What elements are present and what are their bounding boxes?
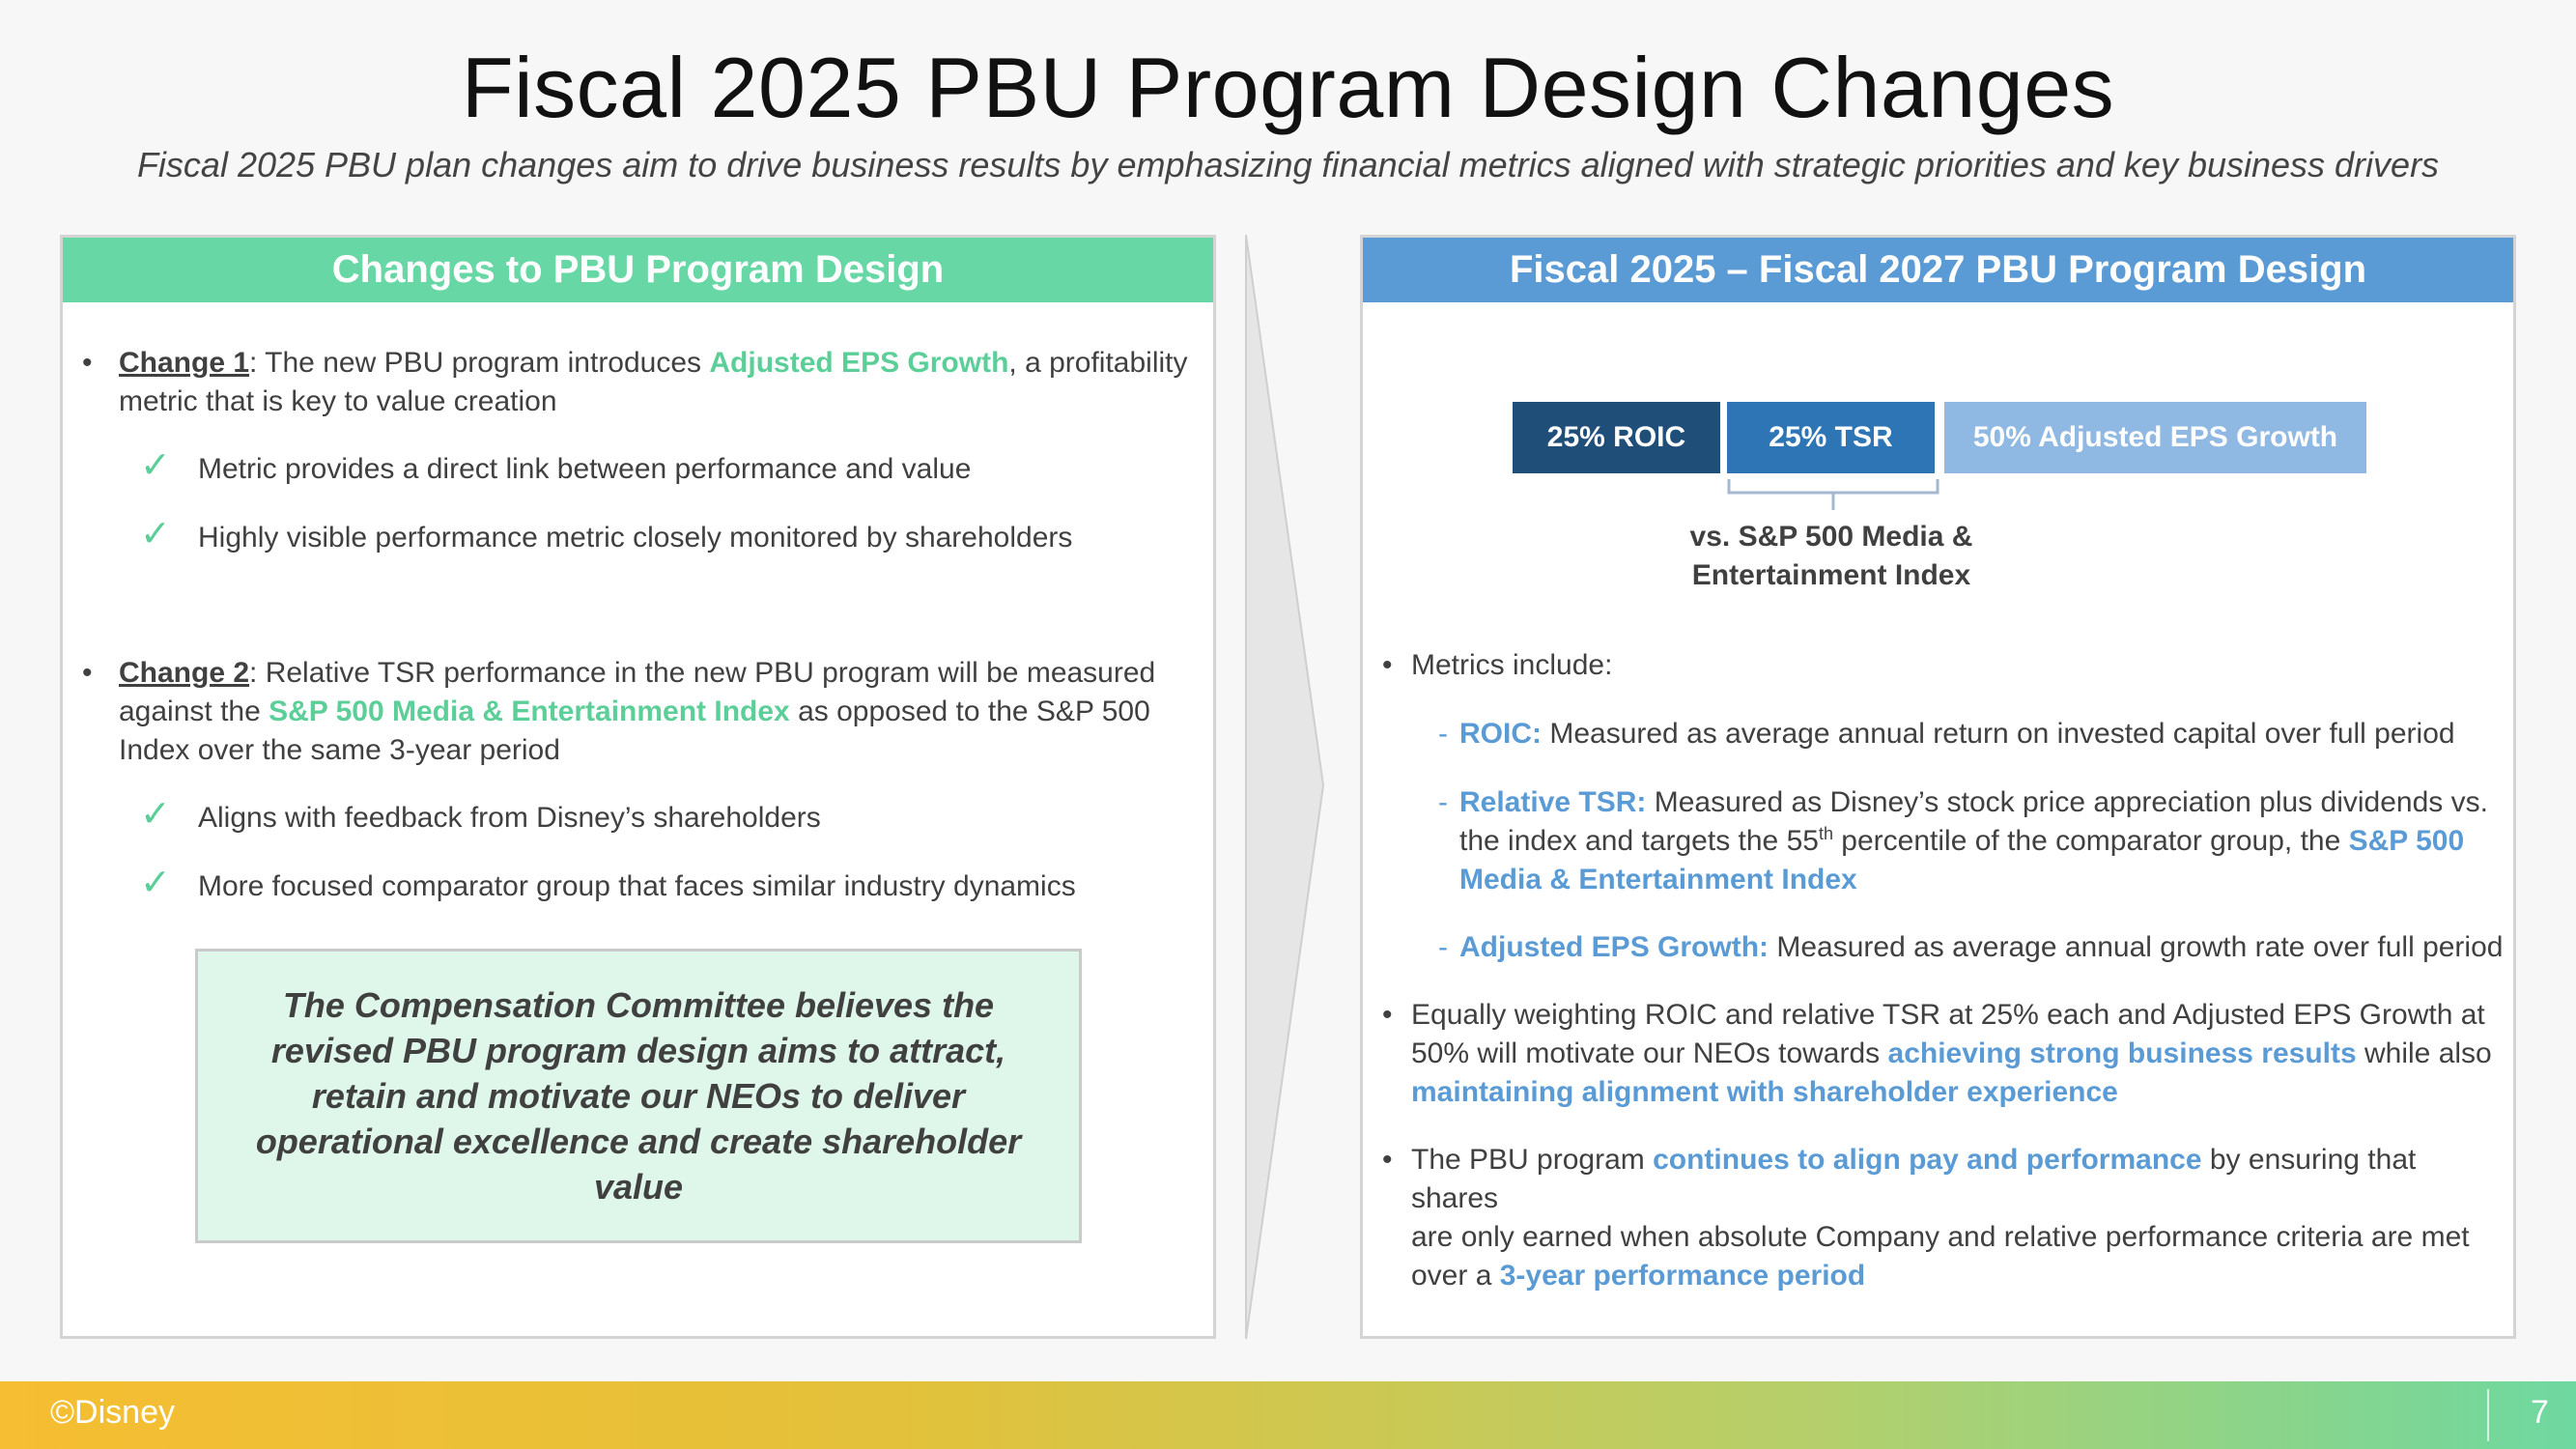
check-text: More focused comparator group that faces similar industry dynamics: [198, 870, 1076, 902]
left-panel-heading: Changes to PBU Program Design: [63, 238, 1213, 302]
change-1-highlight: Adjusted EPS Growth: [709, 347, 1009, 379]
comparator-line-2: Entertainment Index: [1691, 559, 1971, 591]
tsr-comparator-label: [1653, 518, 2010, 595]
tsr-index-name-b: Media & Entertainment Index: [1459, 864, 1857, 895]
tsr-index-name-a: S&P 500: [2348, 825, 2465, 857]
change-2-check-2: [140, 863, 1076, 906]
bracket-icon: [1727, 479, 1939, 518]
change-2-label: Change 2: [119, 657, 250, 689]
bullet-dot: •: [1382, 1144, 1393, 1176]
change-2-line-1: Relative TSR performance in the new PBU program will be measured: [257, 657, 1156, 689]
metric-eps: [1438, 928, 2512, 967]
metrics-intro-text: Metrics include:: [1411, 649, 1613, 681]
change-1-bullet: [82, 344, 1191, 421]
checkmark-icon: ✓: [140, 863, 171, 903]
tsr-line-2a: the index and targets the 55: [1459, 825, 1819, 857]
change-2-line-2b: as opposed to the S&P 500: [789, 696, 1150, 727]
pay-line-1b: by ensuring that shares: [1411, 1144, 2417, 1214]
check-text: Aligns with feedback from Disney’s shareholders: [198, 802, 821, 834]
pay-highlight-1: continues to align pay and performance: [1653, 1144, 2202, 1176]
checkmark-icon: ✓: [140, 445, 171, 486]
pay-line-2: are only earned when absolute Company and relative performance criteria are met: [1411, 1221, 2470, 1253]
bullet-dot: •: [1382, 999, 1393, 1031]
change-1-label: Change 1: [119, 347, 250, 379]
change-2-line-3: Index over the same 3-year period: [119, 734, 560, 766]
dash-marker: -: [1438, 718, 1448, 750]
metrics-intro: [1382, 646, 1613, 685]
weighting-line-1: Equally weighting ROIC and relative TSR at 25% each and Adjusted EPS Growth at: [1411, 999, 2485, 1031]
tsr-line-1: Measured as Disney’s stock price appreciation plus dividends vs.: [1646, 786, 2488, 818]
bullet-dot: •: [1382, 649, 1393, 681]
dash-marker: -: [1438, 931, 1448, 963]
check-text: Metric provides a direct link between performance and value: [198, 453, 972, 485]
weighting-line-2b: while also: [2356, 1037, 2492, 1069]
committee-quote-box: The Compensation Committee believes the revised PBU program design aims to attract, retain and motivate our NEOs to deliver operational excellence and create shareholder value: [195, 949, 1082, 1243]
tsr-line-2b: percentile of the comparator group, the: [1832, 825, 2349, 857]
weighting-highlight-1: achieving strong business results: [1887, 1037, 2357, 1069]
bullet-dot: •: [82, 347, 93, 379]
pay-highlight-2: 3-year performance period: [1499, 1260, 1866, 1292]
dash-marker: -: [1438, 786, 1448, 818]
left-panel: [60, 235, 1216, 1339]
change-2-line-2a: against the: [119, 696, 269, 727]
tsr-label: Relative TSR:: [1459, 786, 1647, 818]
check-text: Highly visible performance metric closely monitored by shareholders: [198, 522, 1073, 554]
change-2-check-1: [140, 794, 821, 838]
change-1-text-end: , a profitability: [1008, 347, 1188, 379]
page-subtitle: Fiscal 2025 PBU plan changes aim to drive business results by emphasizing financial metrics aligned with strategic priorities and key business drivers: [136, 145, 2440, 185]
change-1-line-2: metric that is key to value creation: [119, 385, 557, 417]
weight-roic-segment: 25% ROIC: [1513, 402, 1720, 473]
metric-tsr: [1438, 783, 2503, 899]
footer-bar: [0, 1381, 2576, 1449]
change-2-bullet: [82, 654, 1191, 770]
weighting-line-2a: 50% will motivate our NEOs towards: [1411, 1037, 1888, 1069]
change-1-colon: :: [249, 347, 258, 379]
footer-divider: [2487, 1389, 2489, 1441]
change-1-check-2: [140, 514, 1073, 557]
roic-label: ROIC:: [1459, 718, 1542, 750]
bullet-dot: •: [82, 657, 93, 689]
pay-line-3a: over a: [1411, 1260, 1500, 1292]
pay-line-1a: The PBU program: [1411, 1144, 1654, 1176]
copyright-text: ©Disney: [50, 1394, 175, 1431]
change-1-check-1: [140, 445, 972, 489]
comparator-line-1: vs. S&P 500 Media &: [1689, 521, 1973, 553]
tsr-superscript: th: [1818, 824, 1833, 843]
roic-text: Measured as average annual return on invested capital over full period: [1542, 718, 2455, 750]
page-number: 7: [2531, 1394, 2549, 1431]
right-panel: [1360, 235, 2516, 1339]
eps-text: Measured as average annual growth rate over full period: [1769, 931, 2504, 963]
change-2-colon: :: [249, 657, 258, 689]
right-panel-heading: Fiscal 2025 – Fiscal 2027 PBU Program Design: [1363, 238, 2513, 302]
checkmark-icon: ✓: [140, 794, 171, 835]
pay-performance-bullet: [1382, 1141, 2493, 1295]
weight-eps-segment: 50% Adjusted EPS Growth: [1944, 402, 2366, 473]
weighting-bullet: [1382, 996, 2493, 1112]
checkmark-icon: ✓: [140, 514, 171, 554]
weighting-highlight-2: maintaining alignment with shareholder experience: [1411, 1076, 2118, 1108]
change-1-text: The new PBU program introduces: [257, 347, 710, 379]
weight-tsr-segment: 25% TSR: [1727, 402, 1935, 473]
change-2-highlight: S&P 500 Media & Entertainment Index: [269, 696, 790, 727]
chevron-right-icon: [1244, 235, 1331, 1339]
eps-label: Adjusted EPS Growth:: [1459, 931, 1769, 963]
metric-roic: [1438, 715, 2503, 753]
page-title: Fiscal 2025 PBU Program Design Changes: [461, 40, 2115, 135]
